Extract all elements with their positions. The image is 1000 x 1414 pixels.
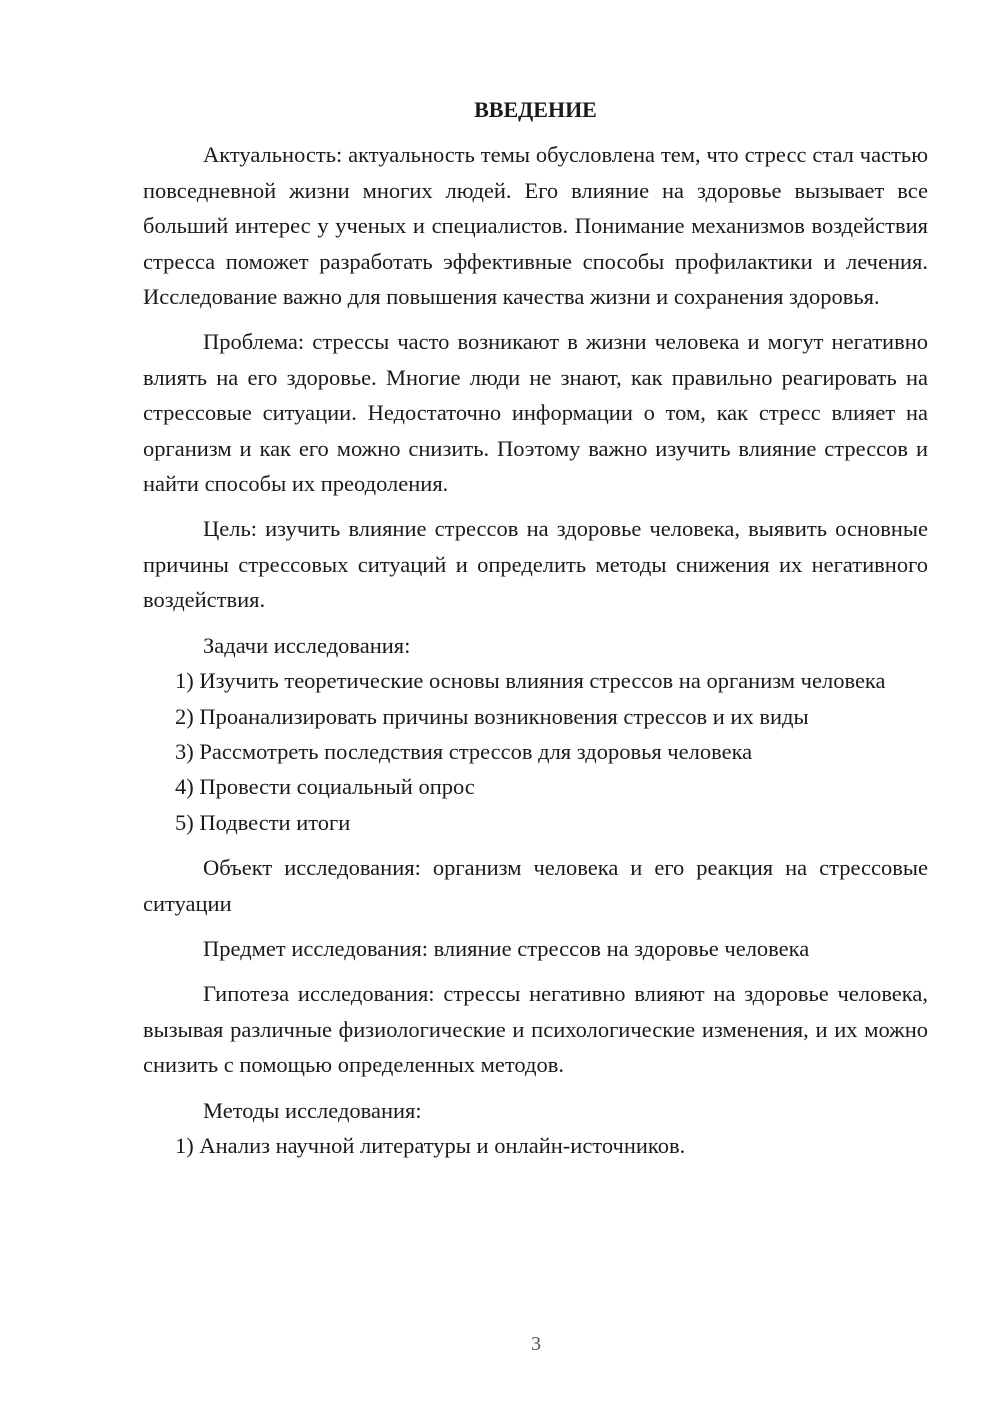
method-item: 1) Анализ научной литературы и онлайн-источников.: [175, 1132, 686, 1158]
methods-heading: Методы исследования:: [203, 1097, 422, 1123]
paragraph-goal: Цель: изучить влияние стрессов на здоровье человека, выявить основные причины стрессовых ситуаций и определить методы снижения их негативного воздействия.: [143, 516, 928, 613]
tasks-heading: Задачи исследования:: [203, 632, 411, 658]
task-item: 2) Проанализировать причины возникновения стрессов и их виды: [175, 703, 809, 729]
page-number: 3: [531, 1333, 541, 1355]
section-title: ВВЕДЕНИЕ: [474, 97, 597, 122]
task-item: 3) Рассмотреть последствия стрессов для здоровья человека: [175, 738, 753, 764]
task-item: 1) Изучить теоретические основы влияния стрессов на организм человека: [175, 668, 886, 694]
paragraph-hypothesis: Гипотеза исследования: стрессы негативно влияют на здоровье человека, вызывая различные физиологические и психологические изменения, и их можно снизить с помощью определенных методов.: [143, 981, 928, 1078]
paragraph-object: Объект исследования: организм человека и его реакция на стрессовые ситуации: [143, 855, 928, 916]
task-item: 4) Провести социальный опрос: [175, 774, 475, 800]
paragraph-relevance: Актуальность: актуальность темы обусловлена тем, что стресс стал частью повседневной жизни многих людей. Его влияние на здоровье вызывает все больший интерес у ученых и специалистов. Понимание механизмов воздействия стресса поможет разработать эффективные способы профилактики и лечения. Исследование важно для повышения качества жизни и сохранения здоровья.: [143, 142, 928, 310]
page-content: [143, 92, 928, 1163]
paragraph-problem: Проблема: стрессы часто возникают в жизни человека и могут негативно влиять на его здоровье. Многие люди не знают, как правильно реагировать на стрессовые ситуации. Недостаточно информации о том, как стресс влияет на организм и как его можно снизить. Поэтому важно изучить влияние стрессов и найти способы их преодоления.: [143, 329, 928, 497]
paragraph-subject: Предмет исследования: влияние стрессов на здоровье человека: [203, 935, 810, 961]
task-item: 5) Подвести итоги: [175, 809, 351, 835]
